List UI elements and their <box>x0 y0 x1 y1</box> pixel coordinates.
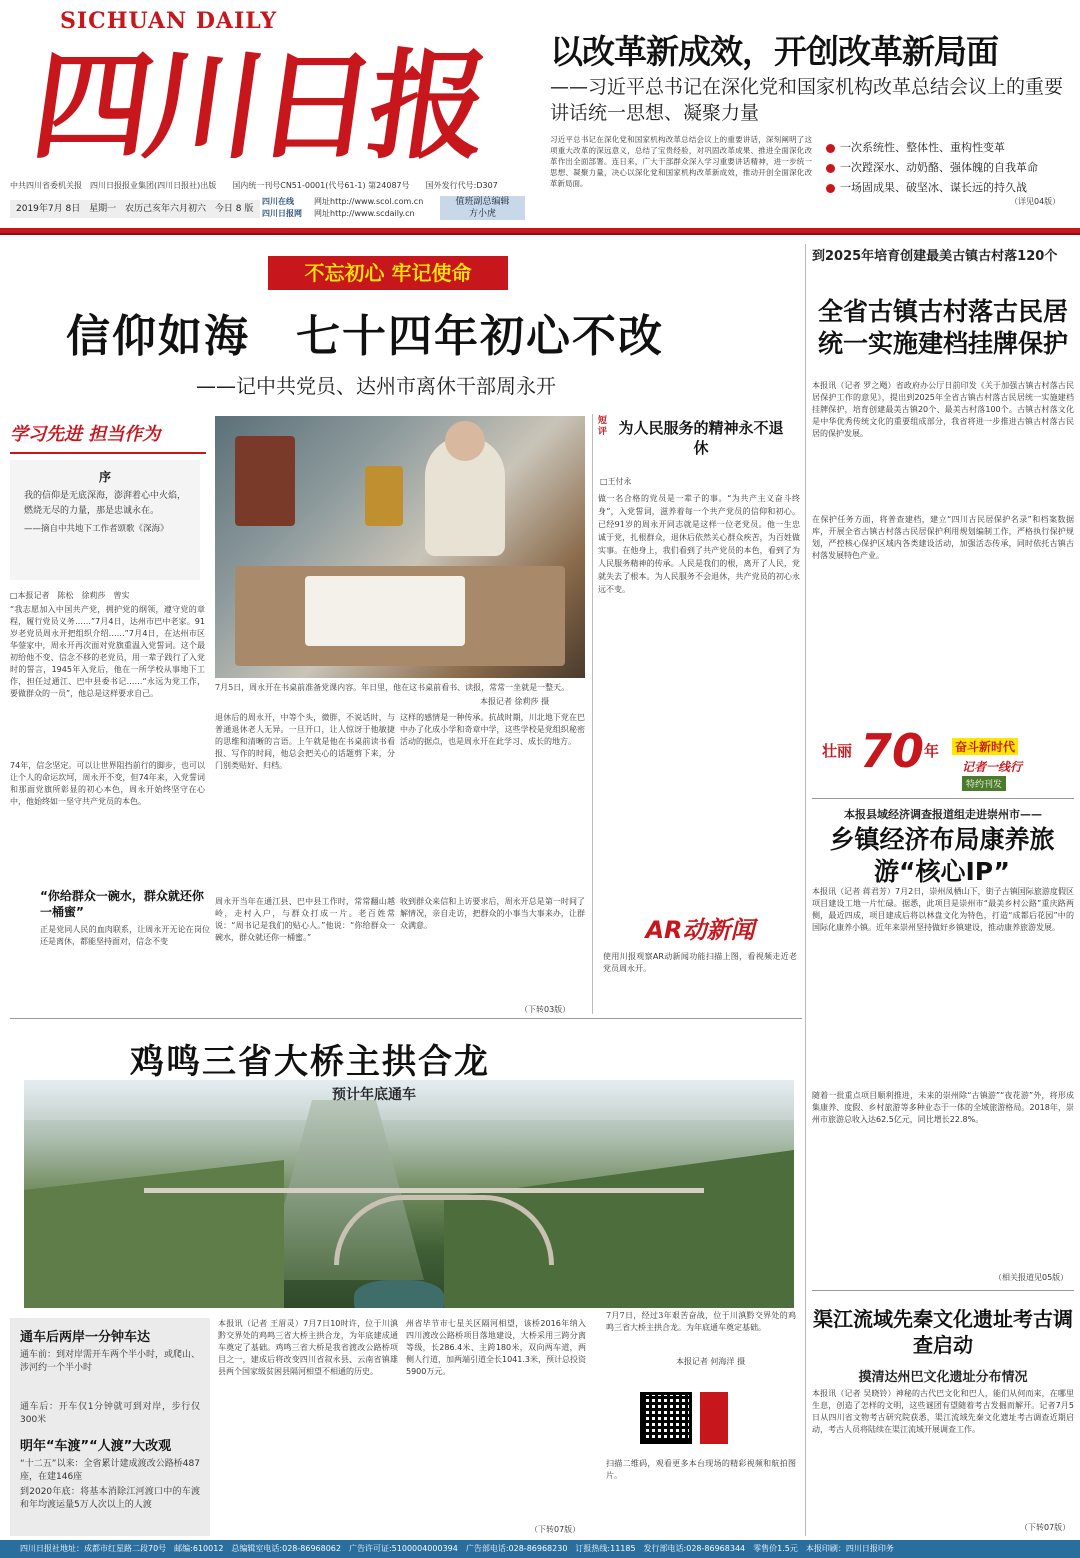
bullet-item: 一次蹚深水、动奶酪、强体魄的自我革命 <box>826 158 1076 178</box>
app-logo-icon <box>700 1392 728 1444</box>
body-col-1: “我志愿加入中国共产党，拥护党的纲领，遵守党的章程，履行党员义务……”7月4日，达州市巴中老家。91岁老党员周永开把组织介绍……”7月4日，在达州市区华蓥家中，周永开再次面对党旗重温入党誓词。这个最初给他不变、信念不移的老党员，用一辈子践行了入党时的誓言，1945年入党后，他在一所学校从事地下工作，担任过通江、巴中县委书记……“永远为党工作，要做群众的一员”，他总是这样要求自己。 <box>10 605 205 698</box>
duanping-headline[interactable]: 为人民服务的精神永不退休 <box>618 419 784 457</box>
column-tag-rule <box>10 452 206 454</box>
preface-text: 我的信仰是无底深海，澎湃着心中火焰，燃烧无尽的力量，那是忠诚永在。 <box>24 491 187 516</box>
fact-box-lines-4: 到2020年底：将基本消除江河渡口中的车渡和年均渡运量5万人次以上的人渡 <box>20 1487 200 1510</box>
preface-source: ——摘自中共地下工作者颂歌《深海》 <box>24 524 169 534</box>
bridge-subheadline: 预计年底通车 <box>332 1087 416 1103</box>
story1-body-2: 在保护任务方面，将普查建档，建立“四川古民居保护名录”和档案数据库，开展全省古镇古村落古民居保护利用规划编制工作，严格执行保护规划，严控核心保护区域内各类建设活动，加强活态传承，同时依托古镇古村落发展特色产业。 <box>812 515 1074 560</box>
story1-body: 本报讯（记者 罗之飏）省政府办公厅日前印发《关于加强古镇古村落古民居保护工作的意见》，提出到2025年全省古镇古村落古民居统一实施建档挂牌保护，培育创建最美古镇20个、最美古村落100个。古镇古村落文化是中华优秀传统文化的重要组成部分，我省将进一步推进古镇古村落古民居的保护发展。 <box>812 381 1074 438</box>
site-labels: 四川在线 四川日报网 <box>262 197 302 218</box>
duanping-author: □王付永 <box>600 477 632 486</box>
editor-badge: 值班副总编辑 方小虎 <box>440 196 525 220</box>
site-urls[interactable]: 网址http://www.scol.com.cn 网址http://www.scdaily.cn <box>314 197 424 218</box>
quote-head: “你给群众一碗水，群众就还你一桶蜜” <box>40 889 204 919</box>
bridge-credit: 本报记者 何海洋 摄 <box>676 1357 746 1366</box>
main-subheadline: ——记中共党员、达州市离休干部周永开 <box>196 374 556 398</box>
fact-box-lines: 通车前：到对岸需开车两个半小时，或爬山、涉河约一个半小时 <box>20 1350 201 1373</box>
story3-continue[interactable]: （下转07版） <box>1020 1523 1071 1532</box>
preface-box <box>10 460 200 580</box>
masthead-divider-dark <box>0 233 1080 235</box>
story2-body: 本报讯（记者 蒋君芳）7月2日，崇州凤栖山下，街子古镇国际旅游度假区项目建设工地一片忙碌。据悉，此项目是崇州市“最美乡村公路”重庆路两侧，最近四成，项目建成后将以林盘文化为特色，打造“成都后花园”中的国际化康养小镇。近年来崇州坚持做好乡镇建设，推动康养旅游发展。 <box>812 887 1074 932</box>
portrait-photo <box>215 416 585 678</box>
story1-headline[interactable]: 全省古镇古村落古民居统一实施建档挂牌保护 <box>817 297 1068 358</box>
anniversary-banner: 壮丽 70 年 奋斗新时代 记者一线行 特约刊发 <box>822 724 1023 790</box>
qr-caption: 扫描二维码，观看更多本台现场的精彩视频和航拍图片。 <box>606 1459 796 1480</box>
story2-headline[interactable]: 乡镇经济布局康养旅游“核心IP” <box>829 825 1055 886</box>
story3-subheadline: 摸清达州巴文化遗址分布情况 <box>858 1370 1028 1385</box>
body-col-2b: 周永开当年在通江县、巴中县工作时，常常翻山越岭，走村入户，与群众打成一片。老百姓常说：“周书记是我们的贴心人。”他说：“你给群众一碗水，群众就还你一桶蜜。” <box>215 897 395 942</box>
quote-body: 正是党同人民的血肉联系，让周永开无论在岗位还是离休，都能坚持面对，信念不变 <box>40 925 210 946</box>
section-divider <box>10 1018 802 1019</box>
bridge-headline[interactable]: 鸡鸣三省大桥主拱合龙 <box>130 1042 490 1082</box>
byline: □本报记者 陈松 徐莉莎 曾实 <box>10 591 130 600</box>
story1-kicker: 到2025年培育创建最美古镇古村落120个 <box>812 249 1058 264</box>
right-divider <box>812 798 1074 799</box>
bridge-continue[interactable]: （下转07版） <box>530 1525 581 1534</box>
bridge-photo <box>24 1080 794 1308</box>
story2-body-2: 随着一批重点项目顺利推进，未来的崇州除“古镇游”“夜花游”外，将形成集康养、度假、乡村旅游等多种业态于一体的全域旅游格局。2018年，崇州市旅游总收入达62.5亿元，同比增长22.8%。 <box>812 1091 1074 1124</box>
lunar-date: 农历己亥年六月初六 <box>124 204 206 214</box>
logo-english: SICHUAN DAILY <box>60 8 278 34</box>
continue-link[interactable]: （下转03版） <box>520 1005 571 1014</box>
issue-date: 2019年7月 8日 <box>16 204 81 214</box>
ar-news-box[interactable] <box>595 910 805 990</box>
page-count: 今日 8 版 <box>214 204 254 214</box>
fact-box-title: 通车后两岸一分钟车达 <box>20 1330 151 1345</box>
preface-title: 序 <box>98 470 111 484</box>
body-col-2: 退休后的周永开，中等个头，微胖，不说话时，与普通退休老人无异。一旦开口，让人惊讶于他敏捷的思维和清晰的言语。上午就是他在书桌前读书看报、写作的时间，他总会把关心的话题剪下来，分门别类贴好、归档。 <box>215 713 395 770</box>
body-col-3b: 收到群众来信和上访要求后，周永开总是第一时间了解情况，亲自走访，把群众的小事当大事来办，让群众满意。 <box>400 897 585 930</box>
fact-box-title-2: 明年“车渡”“人渡”大改观 <box>20 1439 172 1454</box>
body-col-1b: 74年，信念坚定。可以让世界阻挡前行的脚步，也可以让个人的命运坎坷，周永开不变，但74年来，入党誓词和那面党旗所彰显的初心本色，周永开始终坚守在心中，他始终如一坚守共产党员的本色。 <box>10 761 205 806</box>
bullet-item: 一场固成果、破坚冰、谋长远的持久战 <box>826 178 1076 198</box>
right-column-divider <box>805 244 806 1536</box>
bridge-caption: 7月7日，经过3年艰苦奋战，位于川滇黔交界处的鸡鸣三省大桥主拱合龙。为年底通车奠定基础。 <box>606 1311 796 1332</box>
ar-logo: AR动新闻 <box>645 916 755 944</box>
top-summary: 习近平总书记在深化党和国家机构改革总结会议上的重要讲话，深刻阐明了这项重大改革的深远意义，总结了宝贵经验，对巩固改革成果、推进全面深化改革作出全面部署。连日来，广大干部群众深入学习重要讲话精神，进一步统一思想、凝聚力量，决心以深化党和国家机构改革新成效，推动开创全面深化改革新局面。 <box>550 135 812 188</box>
bridge-body-2: 州省毕节市七星关区隔河相望，该桥2016年纳入四川渡改公路桥项目落地建设，大桥采用三跨分离等级，长286.4米、主跨180米，双向两车道，两侧人行道，加两端引道全长1041.3米，预计总投资5900万元。 <box>406 1319 586 1376</box>
see-page-link[interactable]: （详见04版） <box>1010 197 1061 206</box>
photo-caption: 7月5日，周永开在书桌前准备党课内容。年日里，他在这书桌前看书、读报，常常一坐就是一整天。 <box>215 683 570 692</box>
top-subheadline: ——习近平总书记在深化党和国家机构改革总结会议上的重要讲话统一思想、凝聚力量 <box>550 76 1064 124</box>
date-bar <box>10 200 260 218</box>
body-col-3: 这样的感情是一种传承。抗战时期，川北地下党在巴中办了化成小学和奇章中学，这些学校是党组织秘密活动的据点，也是周永开在此学习、成长的地方。 <box>400 713 585 746</box>
bullet-dot-icon <box>826 164 835 173</box>
story3-body: 本报讯（记者 吴晓铃）神秘的古代巴文化和巴人，能们从何而来，在哪里生息，创造了怎样的文明，这些谜团有望随着考古发掘而解开。记者7月5日从四川省文物考古研究院获悉，渠江流域先秦文化遗址考古调查近期启动，考古人员将陆续在渠江流域开展调查工作。 <box>812 1389 1074 1434</box>
story2-kicker: 本报县域经济调查报道组走进崇州市—— <box>844 808 1042 821</box>
right-divider-2 <box>812 1290 1074 1291</box>
top-headline[interactable]: 以改革新成效，开创改革新局面 <box>550 32 998 71</box>
qr-code-icon[interactable] <box>640 1392 692 1444</box>
bullet-item: 一次系统性、整体性、重构性变革 <box>826 138 1076 158</box>
kicker-banner: 不忘初心 牢记使命 <box>268 256 508 290</box>
info-line: 中共四川省委机关报 四川日报报业集团(四川日报社)出版 国内统一刊号CN51-0001(代号61-1) 第24087号 国外发行代号:D307 <box>10 181 498 190</box>
fact-box-lines-3: “十二五”以来：全省累计建成渡改公路桥487座，在建146座 <box>20 1459 200 1482</box>
logo-chinese: 四川日报 <box>24 36 492 175</box>
fact-box <box>10 1318 210 1536</box>
duanping-body: 做一名合格的党员是一辈子的事。“为共产主义奋斗终身”，入党誓词，滋养着每一个共产党员的信仰和初心。已经91岁的周永开同志就是这样一位老党员。他一生忠诚于党，扎根群众，退休后依然关心群众疾苦，为百姓做实事。在他身上，我们看到了共产党员的本色，看到了为人民服务精神的传承。人民是我们的根，离开了人民，党就失去了根本。为人民服务不会退休，共产党员的初心永远不变。 <box>598 494 800 594</box>
ar-text: 使用川报观察AR动新闻功能扫描上图，看视频走近老党员周永开。 <box>603 952 797 973</box>
fact-box-lines-2: 通车后：开车仅1分钟就可到对岸，步行仅300米 <box>20 1402 200 1425</box>
weekday: 星期一 <box>89 204 117 214</box>
bullet-dot-icon <box>826 144 835 153</box>
photo-credit: 本报记者 徐莉莎 摄 <box>480 697 550 706</box>
column-tag: 学习先进 担当作为 <box>10 424 161 445</box>
main-headline[interactable]: 信仰如海 七十四年初心不改 <box>66 311 664 362</box>
column-divider <box>592 414 593 1014</box>
bridge-body-1: 本报讯（记者 王眉灵）7月7日10时许，位于川滇黔交界处的鸡鸣三省大桥主拱合龙，为年底建成通车奠定了基础。鸡鸣三省大桥是我省渡改公路桥项目之一，建成后将改变四川省叙永县、云南省镇雄县两个国家级贫困县隔河相望不相通的历史。 <box>218 1319 398 1376</box>
story3-headline[interactable]: 渠江流域先秦文化遗址考古调查启动 <box>813 1307 1073 1357</box>
story2-continue[interactable]: （相关报道见05版） <box>994 1273 1069 1282</box>
footer-bar: 四川日报社地址：成都市红星路二段70号 邮编:610012 总编辑室电话:028-86968062 广告许可证:5100004000394 广告部电话:028-86968230 订报热线:11185 发行部电话:028-86968344 零售价1.5元 本报印刷：四川日报印务 <box>0 1540 1080 1558</box>
duanping-tag: 短评 <box>598 416 608 437</box>
